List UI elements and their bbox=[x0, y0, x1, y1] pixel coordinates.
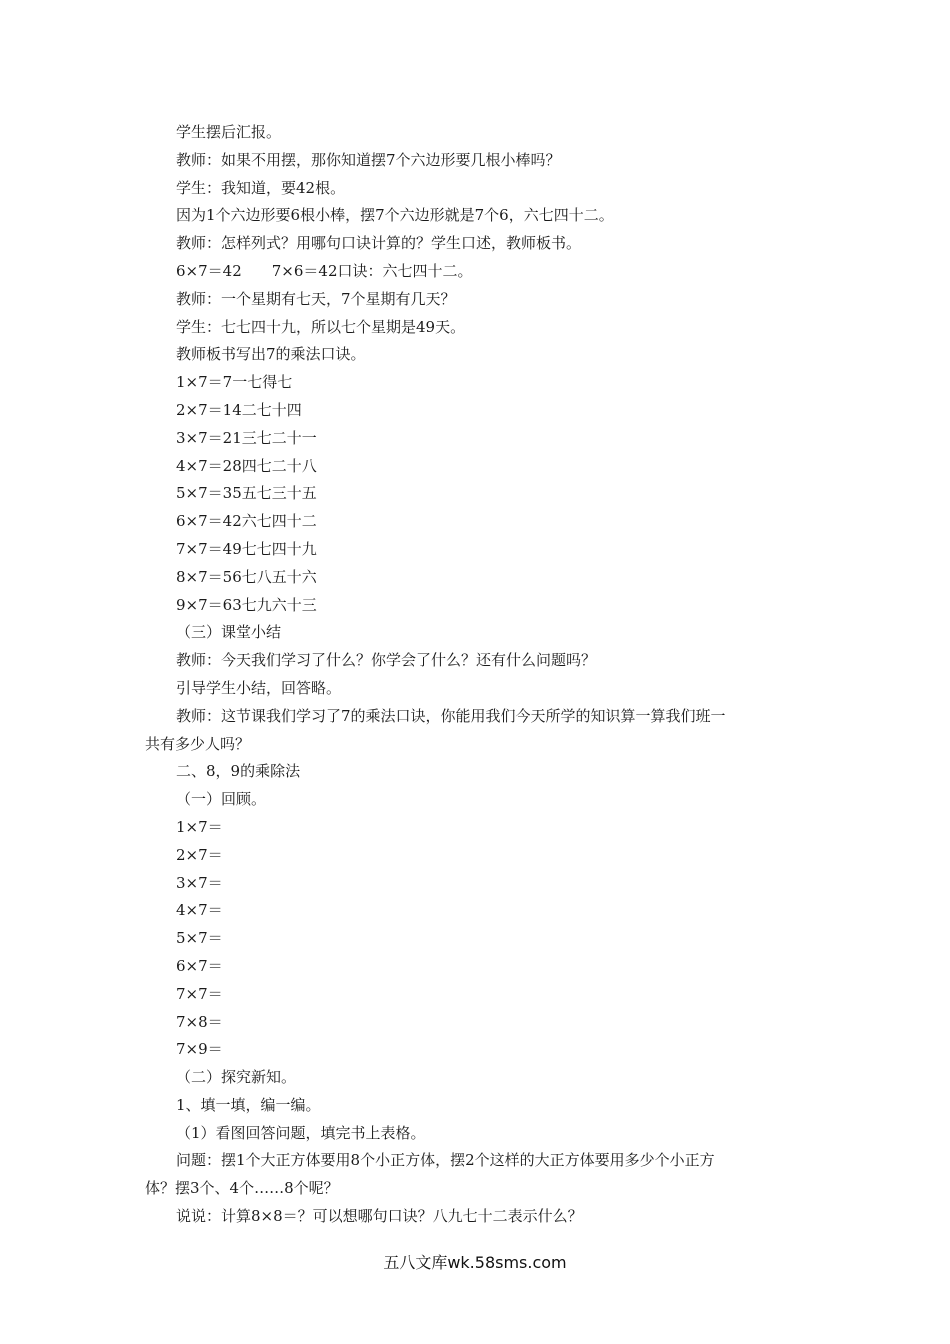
multiplication-row: 1×7＝7一七得七 bbox=[176, 373, 293, 392]
text-line-continuation: 共有多少人吗？ bbox=[145, 734, 251, 753]
text-line: 6×7＝42 7×6＝42口诀：六七四十二。 bbox=[176, 261, 473, 280]
multiplication-row: 5×7＝35五七三十五 bbox=[176, 484, 317, 503]
exercise-row: 1×7＝ bbox=[176, 817, 223, 836]
multiplication-row: 8×7＝56七八五十六 bbox=[176, 567, 317, 586]
multiplication-row: 3×7＝21三七二十一 bbox=[176, 428, 317, 447]
multiplication-row: 2×7＝14二七十四 bbox=[176, 400, 302, 419]
document-body bbox=[145, 119, 805, 1231]
text-line: 问题：摆1个大正方体要用8个小正方体，摆2个这样的大正方体要用多少个小正方 bbox=[176, 1151, 715, 1170]
text-line: 学生摆后汇报。 bbox=[176, 123, 282, 141]
section-heading: 二、8，9的乘除法 bbox=[176, 762, 301, 781]
section-heading: （三）课堂小结 bbox=[176, 623, 282, 642]
multiplication-row: 9×7＝63七九六十三 bbox=[176, 595, 317, 614]
text-line: 教师：今天我们学习了什么？你学会了什么？还有什么问题吗？ bbox=[176, 651, 597, 670]
text-line: 教师：一个星期有七天，7个星期有几天？ bbox=[176, 289, 456, 308]
exercise-row: 7×9＝ bbox=[176, 1040, 223, 1059]
exercise-row: 7×7＝ bbox=[176, 984, 223, 1003]
text-line: 学生：我知道，要42根。 bbox=[176, 178, 346, 197]
exercise-row: 3×7＝ bbox=[176, 873, 223, 892]
text-line: 教师：这节课我们学习了7的乘法口诀，你能用我们今天所学的知识算一算我们班一 bbox=[176, 706, 726, 725]
multiplication-row: 7×7＝49七七四十九 bbox=[176, 539, 317, 558]
text-line: 学生：七七四十九，所以七个星期是49天。 bbox=[176, 317, 466, 336]
multiplication-row: 6×7＝42六七四十二 bbox=[176, 512, 317, 531]
section-heading: （二）探究新知。 bbox=[176, 1068, 297, 1087]
exercise-row: 4×7＝ bbox=[176, 901, 223, 920]
text-line: 说说：计算8×8＝？可以想哪句口诀？八九七十二表示什么？ bbox=[176, 1207, 583, 1226]
exercise-row: 6×7＝ bbox=[176, 956, 223, 975]
exercise-row: 7×8＝ bbox=[176, 1012, 223, 1031]
text-line: 1、填一填，编一编。 bbox=[176, 1095, 321, 1114]
text-line-continuation: 体？摆3个、4个……8个呢？ bbox=[145, 1179, 339, 1198]
text-line: （1）看图回答问题，填完书上表格。 bbox=[176, 1123, 426, 1142]
footer-watermark: 五八文库wk.58sms.com bbox=[383, 1253, 567, 1272]
text-line: 教师：如果不用摆，那你知道摆7个六边形要几根小棒吗？ bbox=[176, 150, 561, 169]
exercise-row: 2×7＝ bbox=[176, 845, 223, 864]
section-heading: （一）回顾。 bbox=[176, 790, 267, 809]
exercise-row: 5×7＝ bbox=[176, 929, 223, 948]
multiplication-row: 4×7＝28四七二十八 bbox=[176, 456, 317, 475]
text-line: 因为1个六边形要6根小棒，摆7个六边形就是7个6，六七四十二。 bbox=[176, 206, 614, 225]
text-line: 引导学生小结，回答略。 bbox=[176, 678, 342, 697]
text-line: 教师板书写出7的乘法口诀。 bbox=[176, 345, 366, 364]
text-line: 教师：怎样列式？用哪句口诀计算的？学生口述，教师板书。 bbox=[176, 234, 582, 253]
